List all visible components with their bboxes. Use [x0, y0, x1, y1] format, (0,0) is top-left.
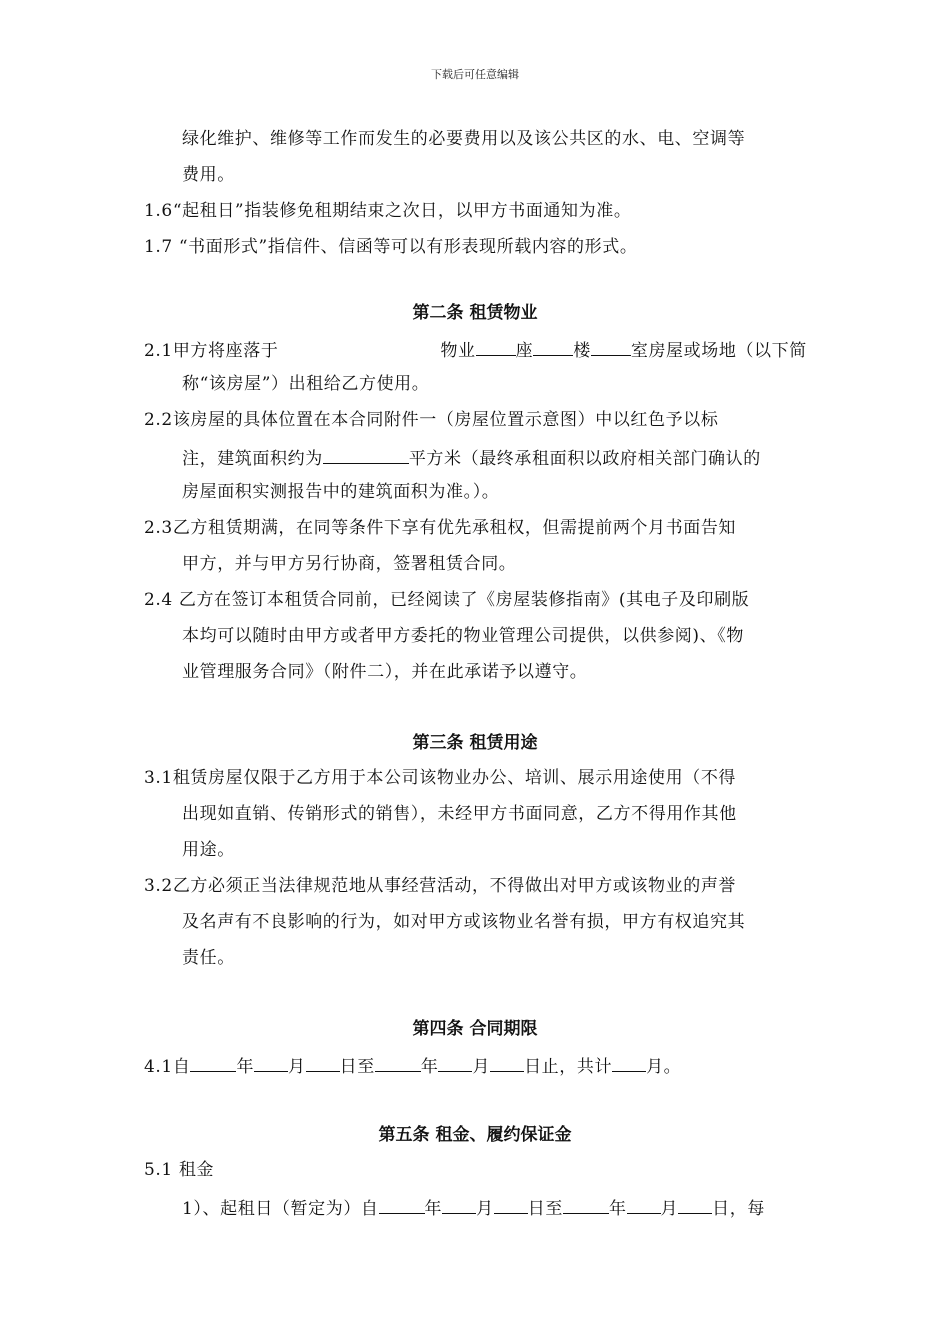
blank-field [306, 1053, 340, 1072]
text-span: 日至 [339, 1057, 375, 1077]
blank-field [627, 1195, 661, 1214]
text-line: 称“该房屋”）出租给乙方使用。 [182, 374, 430, 394]
text-span: 日至 [527, 1199, 563, 1219]
text-span: 月 [476, 1199, 494, 1219]
text-line: 甲方，并与甲方另行协商，签署租赁合同。 [182, 554, 517, 574]
clause-3-2: 3.2乙方必须正当法律规范地从事经营活动，不得做出对甲方或该物业的声誉 [144, 876, 737, 896]
text-span: 注，建筑面积约为 [182, 449, 323, 469]
text-span: 座 [515, 341, 534, 361]
section-heading-5: 第五条 租金、履约保证金 [378, 1125, 572, 1145]
clause-5-1: 5.1 租金 [144, 1160, 215, 1180]
text-line: 业管理服务合同》（附件二），并在此承诺予以遵守。 [182, 662, 588, 682]
blank-field [190, 1053, 236, 1072]
section-heading-2: 第二条 租赁物业 [412, 303, 538, 323]
blank-field [476, 337, 516, 356]
clause-2-1 [144, 337, 807, 362]
blank-field [612, 1053, 646, 1072]
page-header: 下载后可任意编辑 [431, 68, 519, 81]
blank-field [442, 1195, 476, 1214]
clause-1-7: 1.7 “书面形式”指信件、信函等可以有形表现所载内容的形式。 [144, 237, 638, 257]
text-span: 日，每 [712, 1199, 765, 1219]
text-line: 用途。 [182, 840, 235, 860]
blank-field [438, 1053, 472, 1072]
clause-3-1: 3.1租赁房屋仅限于乙方用于本公司该物业办公、培训、展示用途使用（不得 [144, 768, 737, 788]
blank-field [379, 1195, 425, 1214]
blank-field [533, 337, 573, 356]
blank-field [375, 1053, 421, 1072]
text-line [182, 1195, 765, 1220]
text-line: 及名声有不良影响的行为，如对甲方或该物业名誉有损，甲方有权追究其 [182, 912, 746, 932]
text-span: 2.1甲方将座落于 [144, 341, 279, 361]
section-heading-3: 第三条 租赁用途 [412, 733, 538, 753]
clause-2-4: 2.4 乙方在签订本租赁合同前，已经阅读了《房屋装修指南》(其电子及印刷版 [144, 590, 750, 610]
text-line: 费用。 [182, 165, 235, 185]
text-span: 1）、起租日（暂定为）自 [182, 1199, 379, 1219]
clause-2-3: 2.3乙方租赁期满，在同等条件下享有优先承租权，但需提前两个月书面告知 [144, 518, 737, 538]
text-span: 室房屋或场地（以下简 [630, 341, 807, 361]
text-span: 年 [420, 1057, 439, 1077]
clause-4-1 [144, 1053, 681, 1078]
text-line: 绿化维护、维修等工作而发生的必要费用以及该公共区的水、电、空调等 [182, 129, 746, 149]
text-span: 4.1自 [144, 1057, 191, 1077]
text-span: 平方米（最终承租面积以政府相关部门确认的 [408, 449, 761, 469]
text-span: 月 [288, 1057, 306, 1077]
text-span: 年 [236, 1057, 255, 1077]
section-heading-4: 第四条 合同期限 [412, 1019, 538, 1039]
text-span: 月。 [646, 1057, 682, 1077]
text-line: 出现如直销、传销形式的销售），未经甲方书面同意，乙方不得用作其他 [182, 804, 737, 824]
blank-field [591, 337, 631, 356]
text-span: 楼 [573, 341, 591, 361]
text-span: 日止，共计 [524, 1057, 613, 1077]
text-line: 本均可以随时由甲方或者甲方委托的物业管理公司提供，以供参阅)、《物 [182, 626, 744, 646]
text-span: 年 [608, 1199, 627, 1219]
text-line: 责任。 [182, 948, 235, 968]
clause-2-2: 2.2该房屋的具体位置在本合同附件一（房屋位置示意图）中以红色予以标 [144, 410, 719, 430]
clause-1-6: 1.6“起租日”指装修免租期结束之次日，以甲方书面通知为准。 [144, 201, 632, 221]
text-span: 物业 [440, 341, 476, 361]
text-line [182, 445, 761, 470]
text-span: 年 [424, 1199, 443, 1219]
blank-field [678, 1195, 712, 1214]
blank-field [490, 1053, 524, 1072]
blank-field [494, 1195, 528, 1214]
blank-field [563, 1195, 609, 1214]
blank-field [254, 1053, 288, 1072]
text-span: 月 [472, 1057, 491, 1077]
blank-field [323, 445, 409, 464]
text-span: 月 [660, 1199, 679, 1219]
text-line: 房屋面积实测报告中的建筑面积为准。）。 [182, 482, 500, 502]
